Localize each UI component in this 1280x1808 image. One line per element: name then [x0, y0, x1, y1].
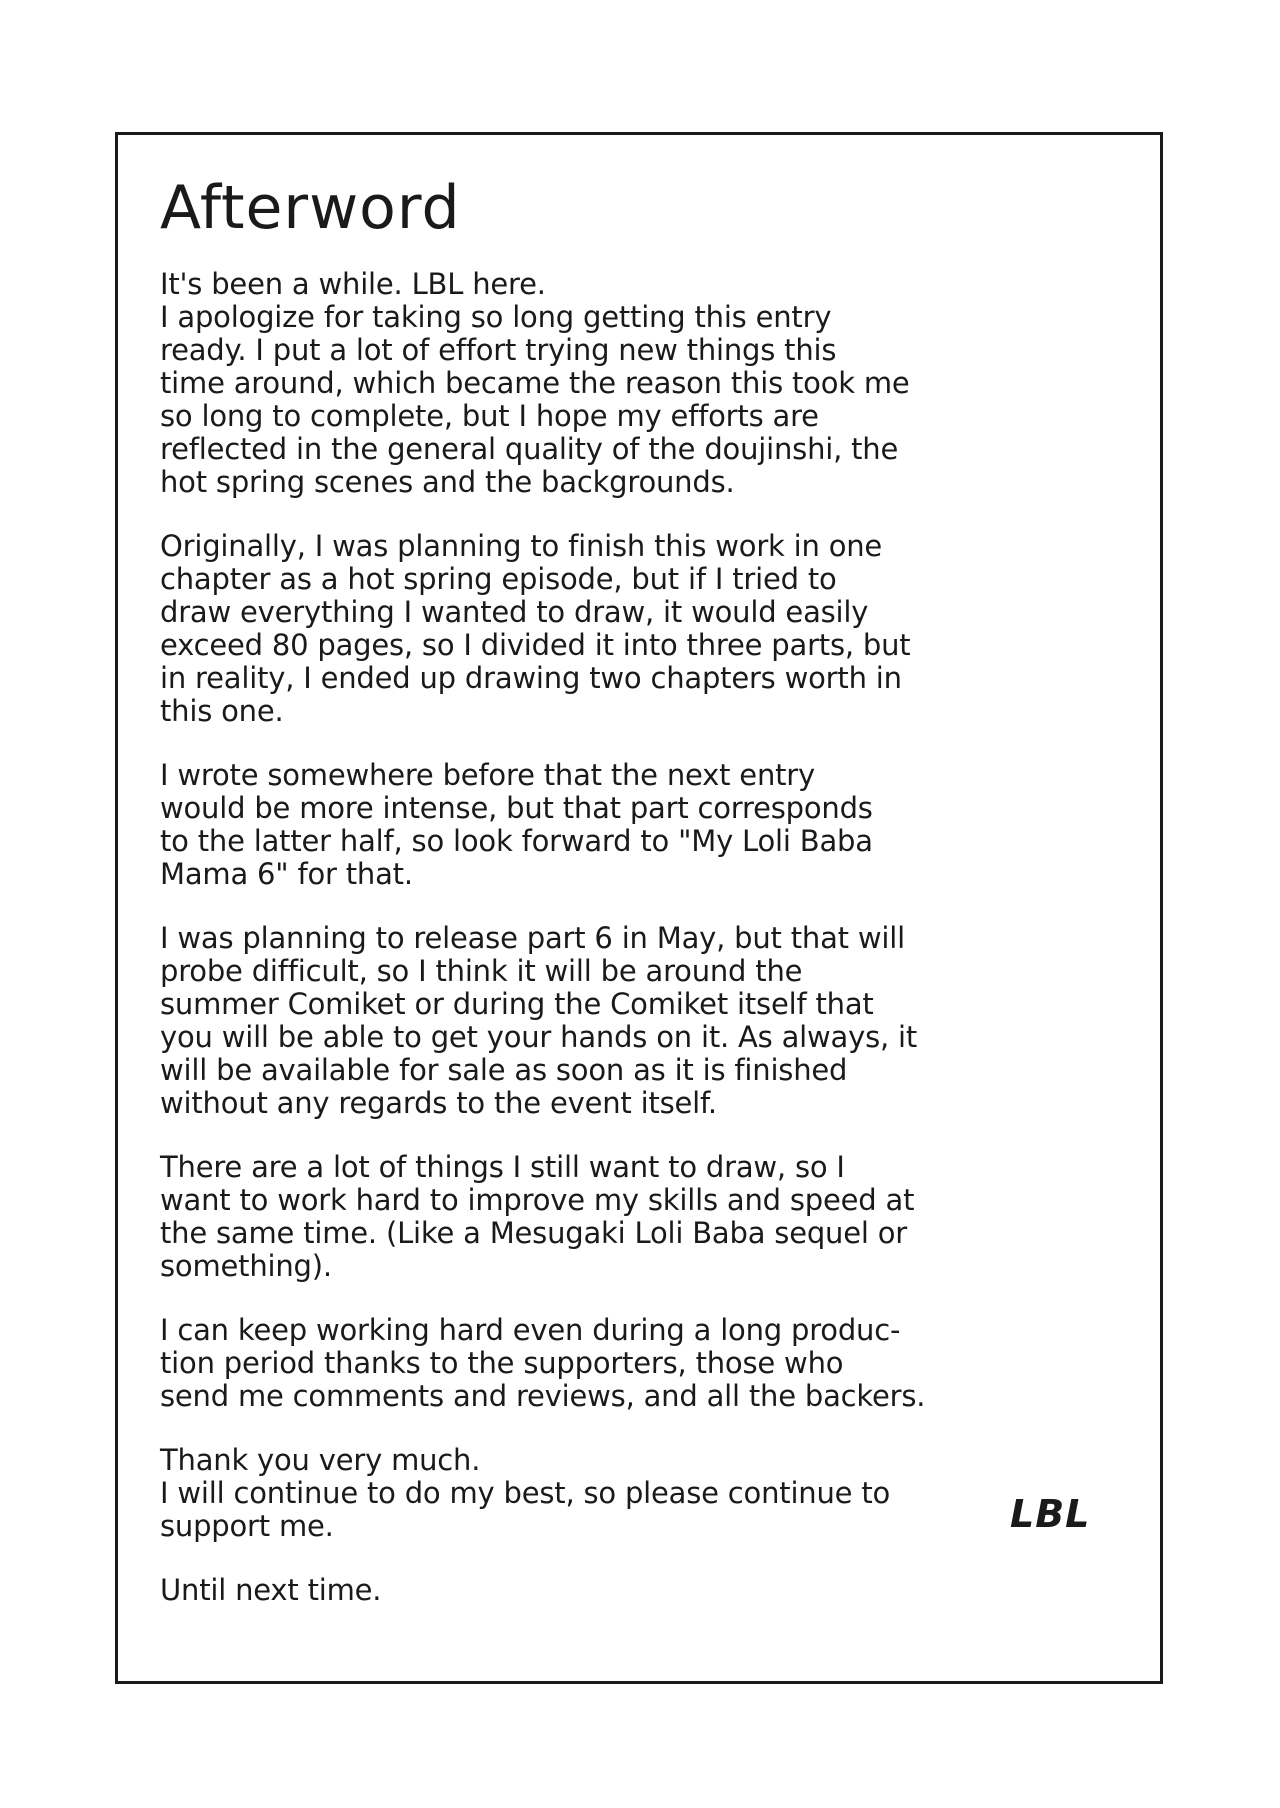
- text-line: draw everything I wanted to draw, it would easily: [160, 595, 869, 629]
- text-line: this one.: [160, 694, 284, 728]
- page-title: Afterword: [160, 173, 461, 243]
- text-line: you will be able to get your hands on it. As always, it: [160, 1020, 918, 1054]
- text-line: want to work hard to improve my skills and speed at: [160, 1183, 915, 1217]
- text-line: in reality, I ended up drawing two chapters worth in: [160, 661, 902, 695]
- text-line: ready. I put a lot of effort trying new things this: [160, 333, 837, 367]
- text-line: hot spring scenes and the backgrounds.: [160, 465, 735, 499]
- text-line: Originally, I was planning to finish this work in one: [160, 529, 883, 563]
- text-line: I apologize for taking so long getting this entry: [160, 300, 832, 334]
- text-line: support me.: [160, 1509, 334, 1543]
- paragraph-8: [160, 1574, 1040, 1607]
- text-line: There are a lot of things I still want to draw, so I: [160, 1150, 845, 1184]
- text-line: I will continue to do my best, so please continue to: [160, 1476, 891, 1510]
- text-line: exceed 80 pages, so I divided it into three parts, but: [160, 628, 911, 662]
- text-line: tion period thanks to the supporters, those who: [160, 1346, 844, 1380]
- text-line: send me comments and reviews, and all the backers.: [160, 1379, 926, 1413]
- text-line: Until next time.: [160, 1573, 382, 1607]
- text-line: so long to complete, but I hope my efforts are: [160, 399, 819, 433]
- text-line: probe difficult, so I think it will be around the: [160, 954, 803, 988]
- paragraph-7: [160, 1444, 1040, 1543]
- paragraph-3: [160, 759, 1040, 891]
- text-line: summer Comiket or during the Comiket itself that: [160, 987, 874, 1021]
- text-line: Thank you very much.: [160, 1443, 481, 1477]
- text-line: to the latter half, so look forward to "My Loli Baba: [160, 824, 873, 858]
- paragraph-4: [160, 922, 1040, 1120]
- paragraph-5: [160, 1151, 1040, 1283]
- text-line: would be more intense, but that part corresponds: [160, 791, 873, 825]
- afterword-body: [160, 268, 1040, 1638]
- text-line: Mama 6" for that.: [160, 857, 413, 891]
- text-line: I was planning to release part 6 in May, but that will: [160, 921, 905, 955]
- text-line: reflected in the general quality of the doujinshi, the: [160, 432, 899, 466]
- paragraph-1: [160, 268, 1040, 499]
- text-line: I wrote somewhere before that the next entry: [160, 758, 815, 792]
- text-line: It's been a while. LBL here.: [160, 267, 546, 301]
- text-line: will be available for sale as soon as it is finished: [160, 1053, 848, 1087]
- author-signature: LBL: [1010, 1492, 1091, 1536]
- text-line: without any regards to the event itself.: [160, 1086, 717, 1120]
- text-line: I can keep working hard even during a long produc-: [160, 1313, 901, 1347]
- text-line: chapter as a hot spring episode, but if I tried to: [160, 562, 837, 596]
- text-line: time around, which became the reason this took me: [160, 366, 910, 400]
- text-line: something).: [160, 1249, 332, 1283]
- text-line: the same time. (Like a Mesugaki Loli Baba sequel or: [160, 1216, 908, 1250]
- paragraph-6: [160, 1314, 1040, 1413]
- paragraph-2: [160, 530, 1040, 728]
